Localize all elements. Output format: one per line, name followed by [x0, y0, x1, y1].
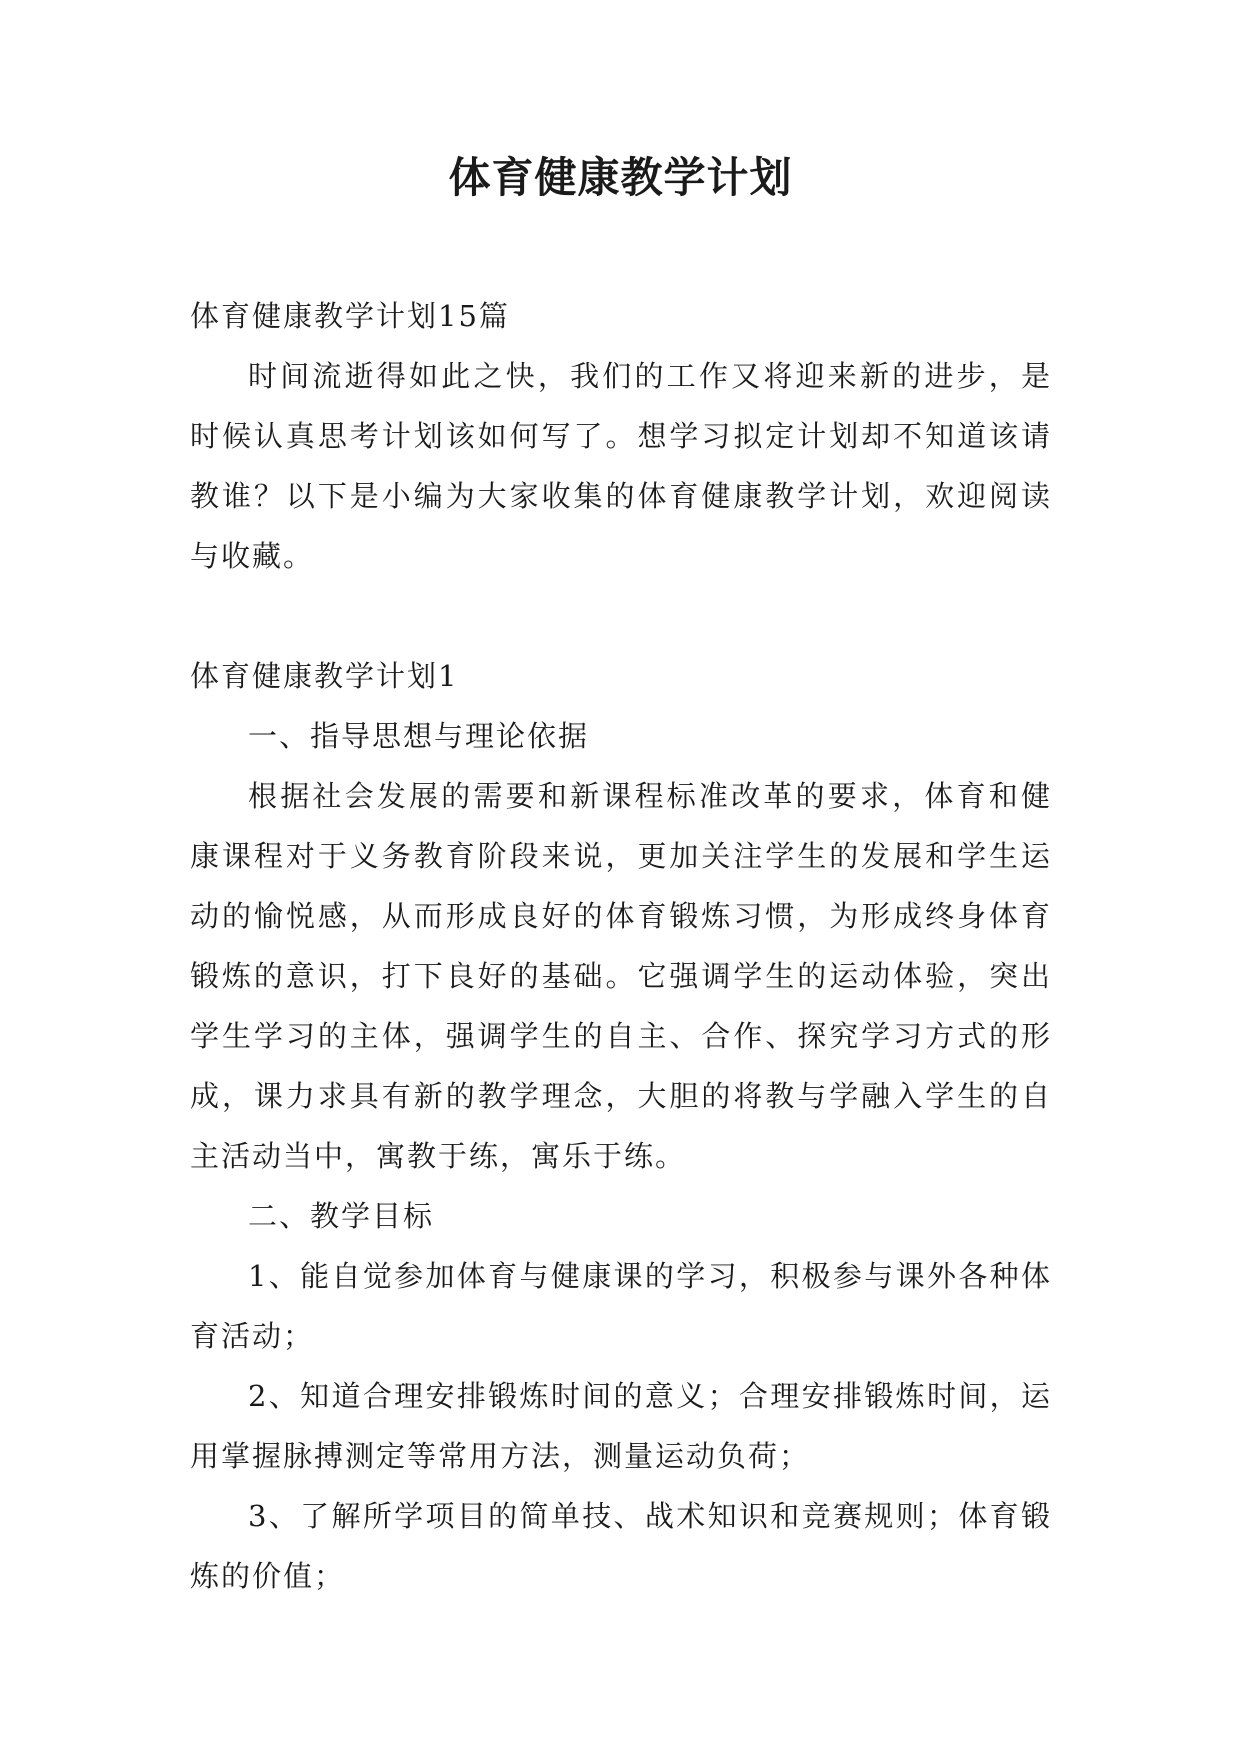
- part-heading: 一、指导思想与理论依据: [248, 719, 590, 753]
- goal-item: 1、能自觉参加体育与健康课的学习，积极参与课外各种体育活动；: [190, 1259, 1052, 1353]
- document-body: [190, 286, 1052, 1606]
- goal-item: 3、了解所学项目的简单技、战术知识和竞赛规则；体育锻炼的价值；: [190, 1499, 1052, 1593]
- document-subtitle: 体育健康教学计划15篇: [190, 299, 510, 333]
- part-heading: 二、教学目标: [248, 1199, 435, 1233]
- goal-item: 2、知道合理安排锻炼时间的意义；合理安排锻炼时间，运用掌握脉搏测定等常用方法，测量运动负荷；: [190, 1379, 1052, 1473]
- section-heading: 体育健康教学计划1: [190, 659, 459, 693]
- body-paragraph: 根据社会发展的需要和新课程标准改革的要求，体育和健康课程对于义务教育阶段来说，更加关注学生的发展和学生运动的愉悦感，从而形成良好的体育锻炼习惯，为形成终身体育锻炼的意识，打下良好的基础。它强调学生的运动体验，突出学生学习的主体，强调学生的自主、合作、探究学习方式的形成，课力求具有新的教学理念，大胆的将教与学融入学生的自主活动当中，寓教于练，寓乐于练。: [190, 779, 1052, 1173]
- intro-paragraph: 时间流逝得如此之快，我们的工作又将迎来新的进步，是时候认真思考计划该如何写了。想学习拟定计划却不知道该请教谁？以下是小编为大家收集的体育健康教学计划，欢迎阅读与收藏。: [190, 359, 1052, 573]
- document-title: 体育健康教学计划: [448, 153, 793, 202]
- paragraph-spacer: [190, 586, 1052, 646]
